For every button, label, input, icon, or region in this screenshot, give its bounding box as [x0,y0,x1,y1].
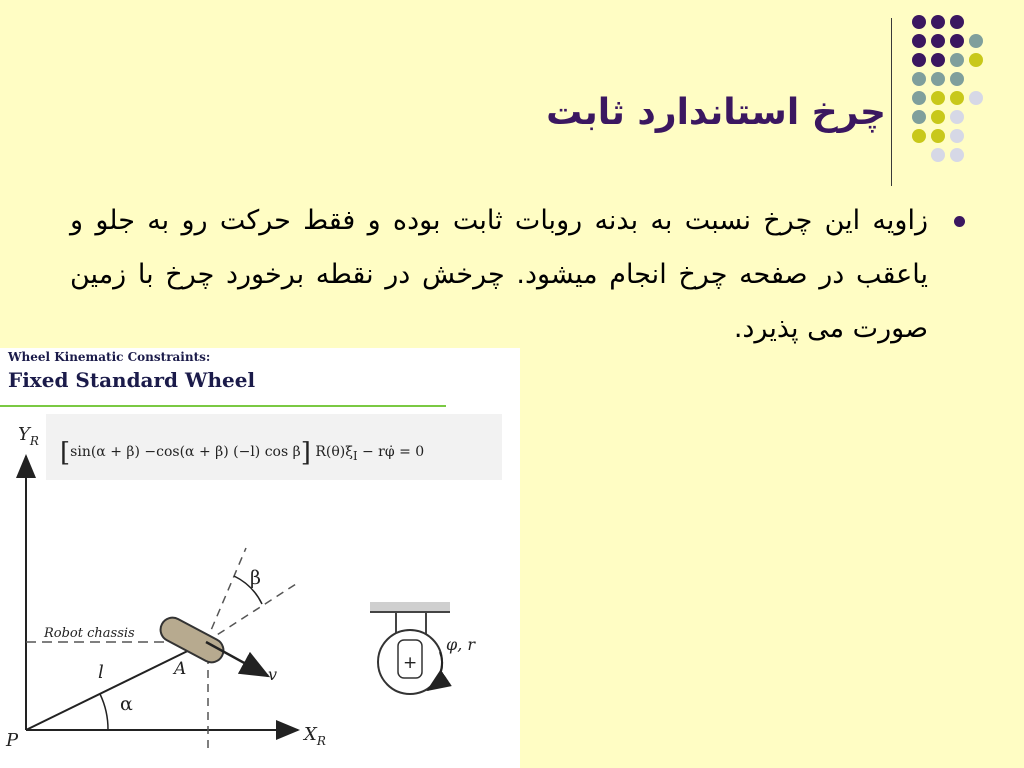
decorative-dot [950,72,964,86]
decorative-dot [950,53,964,67]
decorative-dot [969,91,983,105]
arm-line [26,642,206,730]
bullet-item [70,194,965,356]
equation-tail: − rφ̇ = 0 [357,444,425,460]
x-axis-label: $X_R$ [304,724,326,748]
decorative-dot [931,72,945,86]
beta-ray-1 [206,548,246,642]
decorative-dot [931,110,945,124]
point-a-label: A [174,659,187,679]
alpha-arc [100,694,108,730]
beta-ray-2 [206,584,296,642]
decorative-dot [950,148,964,162]
decorative-dot [969,34,983,48]
length-label: l [98,662,104,683]
wheel-capsule [156,613,227,666]
velocity-label: v [268,665,278,684]
decorative-dot [912,72,926,86]
decorative-dot [912,129,926,143]
bullet-dot-icon [954,216,965,227]
decorative-dot [969,53,983,67]
constraint-equation: [sin(α + β) −cos(α + β) (−l) cos β] $R(\theta)\xi̇_I$ − rφ̇ = 0 [60,438,425,468]
decorative-dot [912,15,926,29]
decorative-dot [912,110,926,124]
decorative-dot [931,15,945,29]
chassis-label: Robot chassis [44,626,135,641]
figure-kicker: Wheel Kinematic Constraints: [8,350,211,364]
decorative-dot [950,34,964,48]
slide-title: چرخ استاندارد ثابت [546,92,886,133]
decorative-dot [912,53,926,67]
decorative-dot [950,15,964,29]
decorative-dot [950,91,964,105]
decorative-dot-grid [0,0,1024,180]
decorative-dot [950,129,964,143]
alpha-label: α [120,693,133,715]
title-divider [891,18,892,186]
bullet-text: زاویه این چرخ نسبت به بدنه روبات ثابت بوده و فقط حرکت رو به جلو و یاعقب در صفحه چرخ انجام میشود. چرخش در نقطه برخورد چرخ با زمین صورت می پذیرد. [70,205,928,344]
decorative-dot [950,110,964,124]
wheel-mount-plate [370,602,450,612]
decorative-dot [931,91,945,105]
kinematic-figure [0,348,520,768]
wheel-diagram [0,348,520,768]
y-axis-label: $Y_R$ [18,424,39,448]
decorative-dot [931,148,945,162]
origin-label: P [6,730,19,751]
wheel-params-label: φ, r [446,635,476,654]
beta-label: β [250,567,261,589]
decorative-dot [912,91,926,105]
wheel-center-icon: + [403,653,418,673]
decorative-dot [931,53,945,67]
decorative-dot [931,129,945,143]
equation-sub: I [352,448,358,463]
equation-rest: R(θ)ξ̇ [315,444,353,460]
decorative-dot [912,34,926,48]
figure-heading: Fixed Standard Wheel [8,368,256,392]
decorative-dot [931,34,945,48]
equation-row: sin(α + β) −cos(α + β) (−l) cos β [70,444,301,460]
